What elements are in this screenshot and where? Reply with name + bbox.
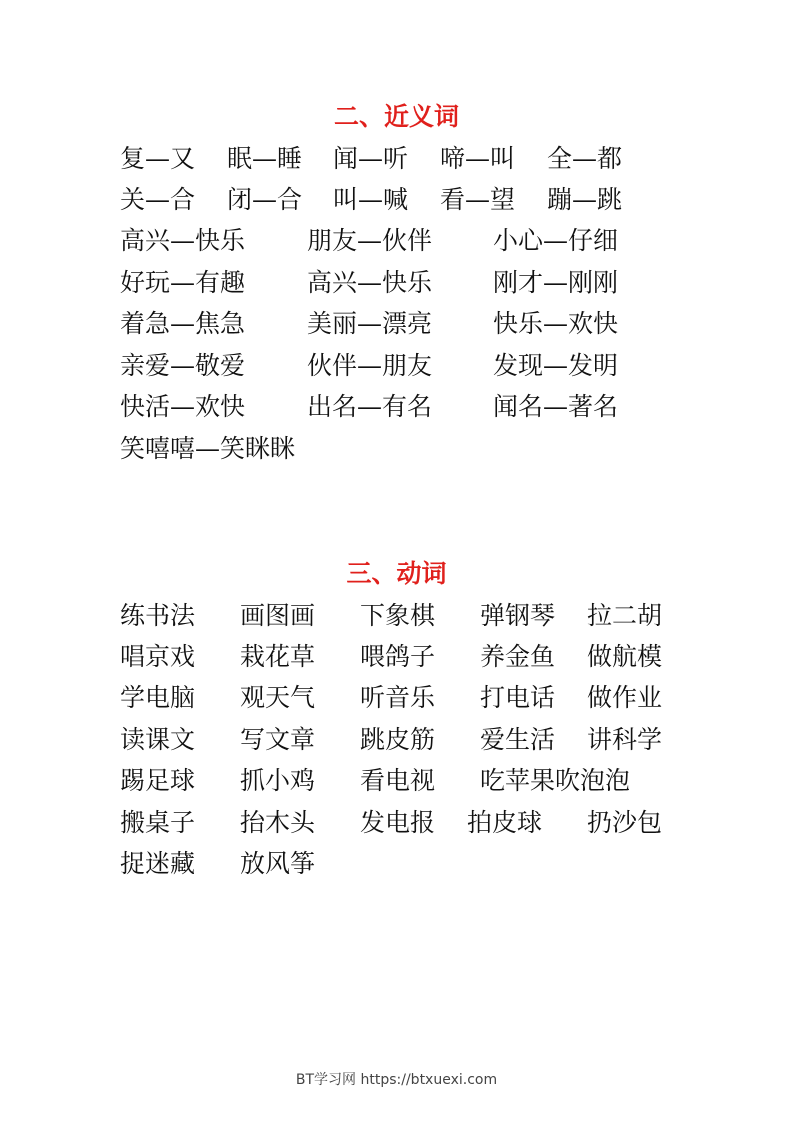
verb-phrase-entry: 读课文 — [120, 725, 196, 754]
verb-phrase-entry: 学电脑 — [120, 683, 196, 712]
verb-phrase-entry: 练书法 — [120, 601, 196, 630]
synonym-pair-entry: 眠—睡 — [227, 144, 303, 173]
synonym-pair-entry: 啼—叫 — [440, 144, 516, 173]
verb-phrase-entry: 观天气 — [240, 683, 316, 712]
verb-phrase-entry: 抓小鸡 — [240, 766, 316, 795]
verb-phrase-entry: 踢足球 — [120, 766, 196, 795]
synonym-pair-entry: 亲爱—敬爱 — [120, 351, 246, 380]
synonym-pair-entry: 看—望 — [440, 185, 516, 214]
synonym-pair-entry: 全—都 — [547, 144, 623, 173]
synonym-pair-entry: 出名—有名 — [307, 392, 433, 421]
synonym-pair-entry: 高兴—快乐 — [120, 226, 246, 255]
synonym-pair-entry: 朋友—伙伴 — [307, 226, 433, 255]
verb-phrase-entry: 养金鱼 — [480, 642, 556, 671]
synonym-pair-row — [120, 141, 720, 177]
verb-phrase-entry: 拉二胡 — [587, 601, 663, 630]
verb-phrase-entry: 弹钢琴 — [480, 601, 556, 630]
verb-phrase-entry: 做航模 — [587, 642, 663, 671]
verb-phrase-row — [120, 639, 720, 675]
verb-phrase-entry: 打电话 — [480, 683, 556, 712]
verb-phrase-entry: 扔沙包 — [587, 808, 663, 837]
synonym-pair-row — [120, 223, 720, 259]
verb-phrase-entry: 讲科学 — [587, 725, 663, 754]
synonym-pair-entry: 发现—发明 — [493, 351, 619, 380]
verb-phrase-entry: 跳皮筋 — [360, 725, 436, 754]
synonym-pair-entry: 美丽—漂亮 — [307, 309, 433, 338]
verb-phrase-entry: 捉迷藏 — [120, 849, 196, 878]
synonym-pair-entry: 小心—仔细 — [493, 226, 619, 255]
synonym-pair-entry: 闭—合 — [227, 185, 303, 214]
synonyms-heading: 二、近义词 — [333, 102, 459, 131]
synonym-pair-entry: 伙伴—朋友 — [307, 351, 433, 380]
verb-phrase-entry: 拍皮球 — [467, 808, 543, 837]
synonym-pair-row — [120, 306, 720, 342]
synonym-pair-entry: 叫—喊 — [333, 185, 409, 214]
synonym-pair-row — [120, 389, 720, 425]
verb-phrase-entry: 吃苹果 — [480, 766, 556, 795]
synonym-pair-row — [120, 182, 720, 218]
verb-phrase-entry: 栽花草 — [240, 642, 316, 671]
verb-phrase-row — [120, 680, 720, 716]
synonym-pair-entry: 关—合 — [120, 185, 196, 214]
synonym-pair-row — [120, 265, 720, 301]
verb-phrase-row — [120, 846, 720, 882]
synonym-pair-entry: 蹦—跳 — [547, 185, 623, 214]
synonym-pair-entry: 高兴—快乐 — [307, 268, 433, 297]
synonym-pair-entry: 刚才—刚刚 — [493, 268, 619, 297]
verb-phrase-entry: 看电视 — [360, 766, 436, 795]
synonym-pair-entry: 快乐—欢快 — [493, 309, 619, 338]
verb-phrase-entry: 写文章 — [240, 725, 316, 754]
verb-phrase-entry: 唱京戏 — [120, 642, 196, 671]
verb-phrase-row — [120, 722, 720, 758]
verb-phrase-entry: 喂鸽子 — [360, 642, 436, 671]
synonym-pair-entry: 着急—焦急 — [120, 309, 246, 338]
footer-watermark: BT学习网 https://btxuexi.com — [295, 1072, 498, 1088]
synonym-pair-entry: 闻—听 — [333, 144, 409, 173]
verb-phrase-entry: 搬桌子 — [120, 808, 196, 837]
synonym-pair-entry: 复—又 — [120, 144, 196, 173]
synonym-pair-row — [120, 431, 720, 467]
verb-phrase-row — [120, 763, 720, 799]
verb-phrase-entry: 爱生活 — [480, 725, 556, 754]
synonym-pair-row — [120, 348, 720, 384]
verb-phrase-row — [120, 805, 720, 841]
verb-phrase-entry: 下象棋 — [360, 601, 436, 630]
synonym-pair-entry: 好玩—有趣 — [120, 268, 246, 297]
verb-phrase-entry: 听音乐 — [360, 683, 436, 712]
verb-phrase-entry: 放风筝 — [240, 849, 316, 878]
verbs-heading: 三、动词 — [346, 559, 447, 588]
verb-phrase-entry: 抬木头 — [240, 808, 316, 837]
verb-phrase-entry: 发电报 — [360, 808, 436, 837]
synonym-pair-entry: 闻名—著名 — [493, 392, 619, 421]
synonym-pair-entry: 笑嘻嘻—笑眯眯 — [120, 434, 296, 463]
synonym-pair-entry: 快活—欢快 — [120, 392, 246, 421]
verb-phrase-entry: 画图画 — [240, 601, 316, 630]
verb-phrase-entry: 吹泡泡 — [555, 766, 631, 795]
verb-phrase-entry: 做作业 — [587, 683, 663, 712]
verb-phrase-row — [120, 598, 720, 634]
